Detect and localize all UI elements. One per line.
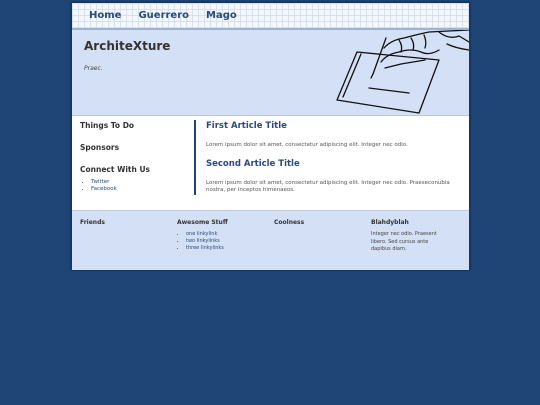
footer-link[interactable]: one linkylink [186, 231, 218, 237]
footer-friends [80, 219, 170, 231]
content-area [72, 116, 469, 211]
main-articles [206, 121, 461, 204]
nav-guerrero-link[interactable]: Guerrero [138, 10, 190, 21]
sidebar [80, 121, 190, 193]
nav-home-link[interactable]: Home [89, 10, 122, 21]
top-nav [72, 3, 469, 30]
article-body: Lorem ipsum dolor sit amet, consectetur adipiscing elit. Integer nec odio. Praeseconubia nostra, per inceptos himenaeos. [206, 179, 450, 194]
footer-awesome-stuff [177, 219, 267, 252]
article-title[interactable]: Second Article Title [206, 158, 300, 169]
footer-link[interactable]: three linkylinks [186, 245, 224, 251]
hand-writing-icon [329, 30, 469, 115]
footer-coolness [274, 219, 364, 231]
article-body: Lorem ipsum dolor sit amet, consectetur adipiscing elit. Integer nec odio. [206, 142, 408, 148]
site-header [72, 30, 469, 116]
sidebar-sponsors: Sponsors [80, 143, 120, 152]
footer-friends-title: Friends [80, 219, 105, 226]
footer-link[interactable]: two linkylinks [186, 238, 220, 244]
social-links-list [80, 179, 190, 192]
site-footer [72, 210, 469, 270]
footer-awesome-title: Awesome Stuff [177, 219, 228, 226]
awesome-links-list [177, 231, 267, 251]
list-item [91, 179, 190, 185]
list-item [91, 186, 190, 192]
sidebar-divider [194, 120, 196, 195]
article-title[interactable]: First Article Title [206, 121, 287, 131]
list-item [186, 238, 267, 244]
nav-mago-link[interactable]: Mago [206, 10, 237, 21]
footer-blah-title: Blahdyblah [371, 219, 409, 226]
list-item [186, 231, 267, 237]
facebook-link[interactable]: Facebook [91, 186, 117, 192]
footer-blah-text: Integer nec odio. Praesent libero. Sed cursus ante dapibus diam. [371, 231, 437, 252]
list-item [186, 245, 267, 251]
site-title: ArchiteXture [84, 39, 171, 53]
page-container [71, 2, 470, 270]
sidebar-things-to-do: Things To Do [80, 121, 135, 130]
twitter-link[interactable]: Twitter [91, 179, 110, 185]
sidebar-connect-with-us: Connect With Us [80, 165, 150, 174]
footer-coolness-title: Coolness [274, 219, 305, 226]
footer-blahdyblah [371, 219, 461, 254]
site-slogan: Praec. [84, 65, 103, 72]
